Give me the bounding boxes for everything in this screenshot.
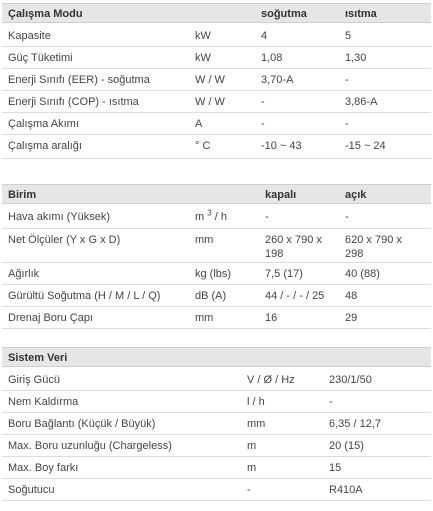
- row-unit: -: [247, 484, 251, 496]
- row-value: 6,35 / 12,7: [329, 418, 381, 430]
- row-unit: l / h: [247, 396, 265, 408]
- row-unit: m $^3$ / h: [195, 208, 227, 223]
- row-label: Hava akımı (Yüksek): [8, 211, 111, 223]
- row-label: Enerji Sınıfı (COP) - ısıtma: [8, 96, 139, 108]
- table-row: [2, 91, 431, 113]
- row-value-closed: -: [265, 211, 269, 223]
- row-label: Çalışma aralığı: [8, 140, 82, 152]
- row-label: Soğutucu: [8, 484, 55, 496]
- row-unit: V / Ø / Hz: [247, 374, 295, 386]
- row-unit: ° C: [195, 140, 211, 152]
- section-header: [2, 3, 431, 23]
- row-value: 20 (15): [329, 440, 364, 452]
- row-value-cooling: -10 ~ 43: [261, 140, 302, 152]
- table-row: [2, 285, 431, 307]
- row-unit: m: [247, 440, 257, 452]
- row-value-heating: -: [345, 74, 349, 86]
- row-label: Enerji Sınıfı (EER) - soğutma: [8, 74, 150, 86]
- row-value-closed: 7,5 (17): [265, 268, 303, 280]
- row-label: Max. Boy farkı: [8, 462, 79, 474]
- table-row: [2, 413, 431, 435]
- header-label: Birim: [8, 189, 37, 201]
- header-col-heating: ısıtma: [345, 8, 377, 20]
- header-col-closed: kapalı: [265, 189, 297, 201]
- row-value-heating: -: [345, 118, 349, 130]
- row-label: Çalışma Akımı: [8, 118, 79, 130]
- table-row: [2, 369, 431, 391]
- table-row: [2, 435, 431, 457]
- row-value: 230/1/50: [329, 374, 372, 386]
- header-label: Sistem Veri: [8, 352, 68, 364]
- row-value-heating: 3,86-A: [345, 96, 378, 108]
- table-row: [2, 391, 431, 413]
- section-header: [2, 184, 431, 204]
- row-unit: W / W: [195, 96, 225, 108]
- row-value-open: 620 x 790 x 298: [345, 234, 402, 260]
- row-value-closed: 44 / - / - / 25: [265, 290, 325, 302]
- row-value-cooling: 1,08: [261, 52, 283, 64]
- row-value-cooling: 3,70-A: [261, 74, 294, 86]
- row-unit: m: [247, 462, 257, 474]
- row-label: Drenaj Boru Çapı: [8, 312, 93, 324]
- row-unit: W / W: [195, 74, 225, 86]
- table-row: [2, 457, 431, 479]
- row-value: R410A: [329, 484, 363, 496]
- row-value-heating: 5: [345, 30, 352, 42]
- row-label: Net Ölçüler (Y x G x D): [8, 234, 121, 246]
- row-unit: dB (A): [195, 290, 227, 302]
- row-label: Kapasite: [8, 30, 51, 42]
- table-row: [2, 47, 431, 69]
- table-row: [2, 206, 431, 229]
- row-unit: kW: [195, 30, 211, 42]
- row-unit: mm: [195, 234, 214, 246]
- table-row: [2, 263, 431, 285]
- row-value-open: 48: [345, 290, 358, 302]
- table-row: [2, 479, 431, 501]
- row-label: Boru Bağlantı (Küçük / Büyük): [8, 418, 156, 430]
- row-unit: mm: [247, 418, 266, 430]
- row-value: 15: [329, 462, 342, 474]
- row-label: Güç Tüketimi: [8, 52, 73, 64]
- table-row: [2, 113, 431, 135]
- section-header: [2, 347, 431, 367]
- row-label: Max. Boru uzunluğu (Chargeless): [8, 440, 172, 452]
- row-value: -: [329, 396, 333, 408]
- header-label: Çalışma Modu: [8, 8, 83, 20]
- row-value-cooling: -: [261, 96, 265, 108]
- row-value-closed: 16: [265, 312, 278, 324]
- row-label: Nem Kaldırma: [8, 396, 79, 408]
- header-col-open: açık: [345, 189, 367, 201]
- row-label: Giriş Gücü: [8, 374, 60, 386]
- header-col-cooling: soğutma: [261, 8, 307, 20]
- row-value-heating: 1,30: [345, 52, 367, 64]
- row-value-open: -: [345, 211, 349, 223]
- table-row: [2, 69, 431, 91]
- row-value-closed: 260 x 790 x 198: [265, 234, 322, 260]
- table-row: [2, 229, 431, 263]
- row-label: Ağırlık: [8, 268, 40, 280]
- row-unit: kW: [195, 52, 211, 64]
- table-row: [2, 25, 431, 47]
- row-value-open: 29: [345, 312, 358, 324]
- row-value-cooling: -: [261, 118, 265, 130]
- table-row: [2, 307, 431, 329]
- row-value-cooling: 4: [261, 30, 268, 42]
- row-label: Gürültü Soğutma (H / M / L / Q): [8, 290, 161, 302]
- row-unit: A: [195, 118, 203, 130]
- table-row: [2, 135, 431, 159]
- row-unit: kg (lbs): [195, 268, 232, 280]
- row-value-open: 40 (88): [345, 268, 380, 280]
- row-unit: mm: [195, 312, 214, 324]
- row-value-heating: -15 ~ 24: [345, 140, 386, 152]
